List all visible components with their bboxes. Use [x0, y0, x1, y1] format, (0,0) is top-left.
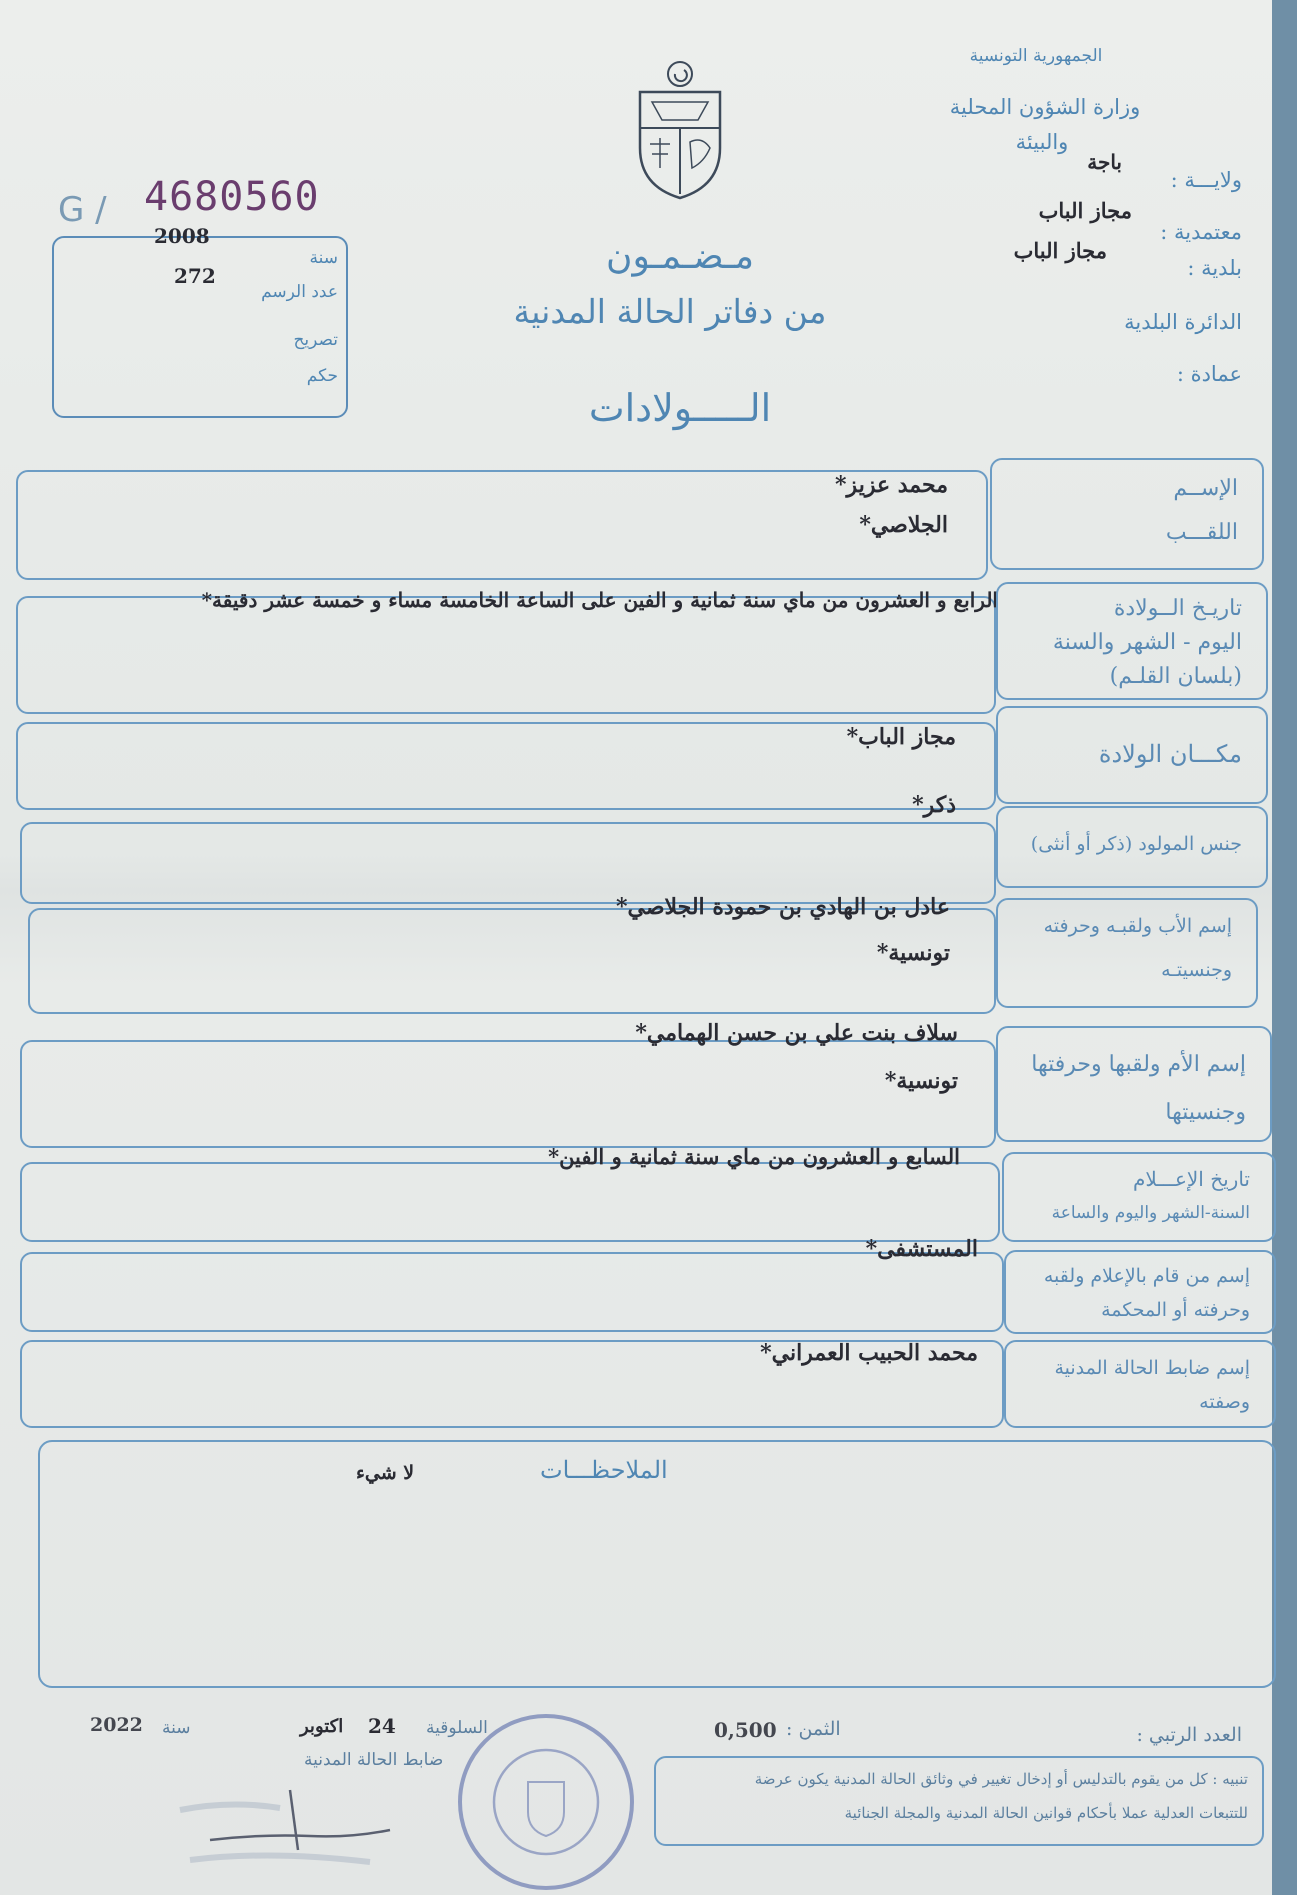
- row-declaration-date-label-box: [1002, 1152, 1276, 1242]
- row-father-value-box: [28, 894, 996, 1014]
- row-name-label-box: [990, 458, 1264, 570]
- motamadia-value: مجاز الباب: [1038, 198, 1132, 223]
- serial-prefix: G /: [58, 190, 107, 230]
- row-birthdate-label1: تاريـخ الــولادة: [1113, 596, 1242, 621]
- row-name-surname: الجلاصي*: [859, 512, 948, 538]
- row-birthdate-label3: (بلسان القلـم): [1109, 664, 1242, 689]
- registry-box: [52, 224, 348, 418]
- registry-number-value: 272: [174, 264, 216, 288]
- row-sex-value-box: [20, 792, 996, 904]
- order-number-label: العدد الرتبي :: [1136, 1724, 1242, 1746]
- municipal-round-stamp: [448, 1702, 644, 1892]
- row-declaration-date-label2: السنة-الشهر واليوم والساعة: [1051, 1203, 1250, 1223]
- row-place-value: مجاز الباب*: [846, 724, 956, 750]
- remarks-value: لا شيء: [356, 1462, 415, 1484]
- issue-day: 24: [368, 1714, 396, 1738]
- title-line2: من دفاتر الحالة المدنية: [513, 292, 827, 331]
- officer-signature-label: ضابط الحالة المدنية: [304, 1750, 444, 1770]
- row-birthdate-label2: اليوم - الشهر والسنة: [1052, 630, 1242, 655]
- row-name-label2: اللقـــب: [1165, 520, 1238, 545]
- country-name: الجمهورية التونسية: [969, 46, 1103, 66]
- row-sex-label-box: [996, 806, 1268, 888]
- ministry-line2: والبيئة: [1015, 130, 1069, 154]
- row-father-nationality: تونسية*: [876, 940, 950, 966]
- remarks-label: الملاحظـــات: [540, 1456, 668, 1484]
- row-declaration-date-value-box: [20, 1144, 1000, 1242]
- row-declarant-label2: وحرفته أو المحكمة: [1101, 1299, 1250, 1321]
- row-mother-nationality: تونسية*: [884, 1068, 958, 1094]
- registry-judgment-label: حكم: [306, 366, 338, 386]
- officer-signature: [170, 1770, 420, 1880]
- row-place-value-box: [16, 722, 996, 810]
- row-birthdate-value-box: [16, 588, 998, 714]
- row-mother-label2: وجنسيتها: [1165, 1100, 1246, 1125]
- issue-year-value: 2022: [90, 1714, 143, 1736]
- row-declarant-value: المستشفى*: [865, 1236, 978, 1262]
- warning-box: [654, 1756, 1264, 1846]
- registry-declaration-label: تصريح: [293, 330, 338, 350]
- row-declaration-date-value: السابع و العشرون من ماي سنة ثمانية و الفين*: [548, 1144, 960, 1169]
- row-officer-label-box: [1004, 1340, 1276, 1428]
- issue-month: اكتوبر: [300, 1716, 344, 1737]
- daira-label: الدائرة البلدية: [1124, 310, 1242, 334]
- row-birthdate-label-box: [996, 582, 1268, 700]
- row-father-label-box: [996, 898, 1258, 1008]
- warning-line2: للتتبعات العدلية عملا بأحكام قوانين الحالة المدنية والمجلة الجنائية: [844, 1804, 1248, 1822]
- row-declaration-date-label1: تاريخ الإعـــلام: [1133, 1167, 1250, 1191]
- baladia-value: مجاز الباب: [1013, 238, 1107, 263]
- row-sex-label: جنس المولود (ذكر أو أنثى): [1030, 833, 1242, 855]
- registry-number-label: عدد الرسم: [261, 282, 338, 302]
- row-name-value-box: [16, 470, 988, 580]
- row-mother-label-box: [996, 1026, 1272, 1142]
- row-mother-value-box: [20, 1020, 996, 1148]
- row-sex-value: ذكر*: [912, 792, 956, 818]
- registry-year-value: 2008: [154, 224, 210, 248]
- omada-label: عمادة :: [1176, 362, 1242, 386]
- row-name-first: محمد عزيز*: [835, 472, 948, 498]
- price-label: الثمن :: [786, 1718, 841, 1740]
- row-father-name: عادل بن الهادي بن حمودة الجلاصي*: [616, 894, 950, 920]
- row-mother-name: سلاف بنت علي بن حسن الهمامي*: [635, 1020, 958, 1046]
- wilaya-value: باجة: [1087, 150, 1122, 174]
- baladia-label: بلدية :: [1187, 256, 1242, 280]
- coat-of-arms-icon: [632, 58, 728, 204]
- row-place-label-box: [996, 706, 1268, 804]
- row-mother-label1: إسم الأم ولقبها وحرفتها: [1031, 1052, 1246, 1077]
- warning-line1: تنبيه : كل من يقوم بالتدليس أو إدخال تغيير في وثائق الحالة المدنية يكون عرضة: [754, 1770, 1248, 1788]
- row-birthdate-value: الرابع و العشرون من ماي سنة ثمانية و الفين على الساعة الخامسة مساء و خمسة عشر دقيقة*: [201, 588, 998, 612]
- row-declarant-label1: إسم من قام بالإعلام ولقبه: [1043, 1265, 1250, 1287]
- registry-year-label: سنة: [309, 248, 338, 268]
- serial-number: 4680560: [144, 174, 320, 220]
- row-father-label2: وجنسيتـه: [1161, 959, 1232, 981]
- ministry-line1: وزارة الشؤون المحلية: [949, 95, 1141, 119]
- row-place-label: مكـــان الولادة: [1098, 740, 1242, 768]
- remarks-box: [38, 1440, 1276, 1688]
- row-officer-label2: وصفته: [1199, 1391, 1250, 1413]
- issue-place: السلوقية: [426, 1718, 488, 1738]
- row-declarant-value-box: [20, 1236, 1004, 1332]
- motamadia-label: معتمدية :: [1160, 220, 1242, 244]
- wilaya-label: ولايـــة :: [1170, 168, 1242, 192]
- row-officer-value: محمد الحبيب العمراني*: [760, 1340, 978, 1366]
- row-declarant-label-box: [1004, 1250, 1276, 1334]
- title-line3: الـــــولادات: [588, 386, 772, 430]
- row-name-label1: الإســم: [1173, 476, 1238, 501]
- price-value: 0,500: [714, 1718, 777, 1742]
- row-officer-label1: إسم ضابط الحالة المدنية: [1054, 1357, 1250, 1379]
- row-officer-value-box: [20, 1340, 1004, 1428]
- issue-year-label: سنة: [162, 1718, 191, 1738]
- title-line1: مـضـمـون: [606, 236, 754, 277]
- row-father-label1: إسم الأب ولقبـه وحرفته: [1043, 915, 1232, 937]
